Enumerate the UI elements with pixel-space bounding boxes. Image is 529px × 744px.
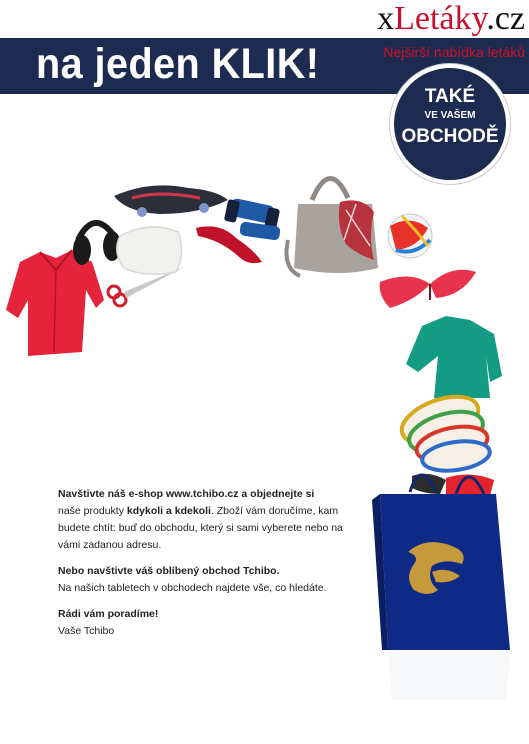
paragraph-eshop <box>58 486 348 554</box>
paragraph-store <box>58 563 348 597</box>
badge-line-1: TAKÉ <box>424 86 476 107</box>
eshop-text-post: . Zboží vám doručíme, kam budete chtít: buď do obchodu, který si sami vyberete nebo na vámi zadanou adresu. <box>58 505 343 551</box>
page-title: na jeden KLIK! <box>36 40 320 88</box>
signoff-bold: Rádi vám poradíme! <box>58 608 159 620</box>
pillow-icon <box>117 227 182 274</box>
eshop-text-pre: naše produkty <box>58 505 127 517</box>
watermark-suffix: .cz <box>486 0 525 37</box>
in-store-badge <box>390 64 510 184</box>
eshop-anytime: kdykoli a kdekoli <box>126 505 211 517</box>
store-invite: Nebo navštivte váš oblíbený obchod Tchibo. <box>58 565 280 577</box>
ball-icon <box>388 214 432 258</box>
paragraph-signoff <box>58 606 348 640</box>
shopping-bag-icon <box>372 475 510 700</box>
watermark-x: x <box>377 0 395 37</box>
eshop-invite: Navštivte náš e-shop www.tchibo.cz a objednejte si <box>58 488 315 500</box>
top-icon <box>406 316 502 398</box>
dumbbell-icon <box>224 198 281 241</box>
skateboard-icon <box>114 185 228 217</box>
body-text <box>58 486 348 649</box>
store-text: Na našich tabletech v obchodech najdete vše, co hledáte. <box>58 582 327 594</box>
jacket-icon <box>6 250 104 356</box>
headphones-icon <box>73 223 121 265</box>
signoff-text: Vaše Tchibo <box>58 625 115 637</box>
butterfly-icon <box>380 270 476 308</box>
watermark-subtitle: Nejširší nabídka letáků <box>383 44 525 60</box>
plates-icon <box>396 388 492 475</box>
badge-line-3: OBCHODĚ <box>401 126 499 147</box>
badge-line-2: VE VAŠEM <box>424 110 476 121</box>
watermark-letaky: Letáky <box>394 0 487 37</box>
